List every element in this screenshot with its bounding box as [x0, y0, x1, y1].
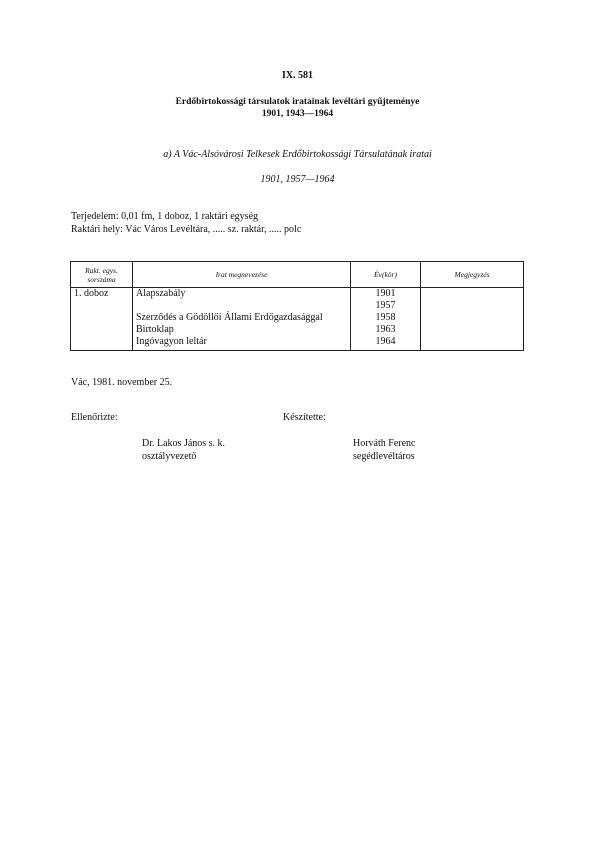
unit-label: 1. doboz [74, 288, 109, 299]
preparer-name: Horváth Ferenc [353, 438, 416, 449]
document-name: Szerződés a Gödöllői Állami Erdőgazdasággal [136, 312, 323, 323]
document-year: 1963 [375, 324, 396, 335]
table-header-row [71, 262, 524, 288]
header-unit-number [71, 262, 133, 288]
place-and-date: Vác, 1981. november 25. [71, 377, 173, 388]
document-name: Alapszabály [136, 288, 186, 299]
fond-dates: 1901, 1957—1964 [260, 174, 335, 185]
document-name [136, 300, 350, 312]
collection-title: Erdőbirtokossági társulatok iratainak levéltári gyűjteménye [175, 97, 420, 107]
document-name: Birtoklap [136, 324, 174, 335]
header-unit-line2: sorszáma [87, 274, 116, 284]
document-year: 1958 [375, 312, 396, 323]
document-year: 1901 [375, 288, 396, 299]
inventory-table [70, 261, 524, 351]
header-unit-line1: Rakt. egys. [85, 265, 118, 275]
document-code: IX. 581 [281, 70, 314, 81]
checker-name: Dr. Lakos János s. k. [142, 438, 226, 449]
document-year: 1964 [375, 336, 396, 347]
checked-by-label: Ellenőrizte: [71, 412, 118, 423]
document-names-cell [133, 288, 351, 351]
note-cell [421, 288, 524, 351]
header-document-name: Irat megnevezése [133, 262, 351, 288]
prepared-by-label: Készítette: [283, 412, 326, 423]
document-name: Ingóvagyon leltár [136, 336, 207, 347]
preparer-title: segédlevéltáros [353, 451, 415, 462]
document-year: 1957 [375, 300, 396, 311]
unit-cell [71, 288, 133, 351]
collection-dates: 1901, 1943—1964 [261, 109, 334, 119]
table-row [71, 288, 524, 351]
fond-subtitle: a) A Vác-Alsóvárosi Telkesek Erdőbirtokossági Társulatának iratai [163, 149, 432, 160]
storage-location-text: Raktári hely: Vác Város Levéltára, ..... sz. raktár, ..... polc [71, 224, 302, 235]
extent-text: Terjedelem: 0,01 fm, 1 doboz, 1 raktári egység [71, 211, 259, 222]
header-note: Megjegyzés [421, 262, 524, 288]
header-year: Év(kör) [351, 262, 421, 288]
years-cell [351, 288, 421, 351]
checker-title: osztályvezető [142, 451, 197, 462]
